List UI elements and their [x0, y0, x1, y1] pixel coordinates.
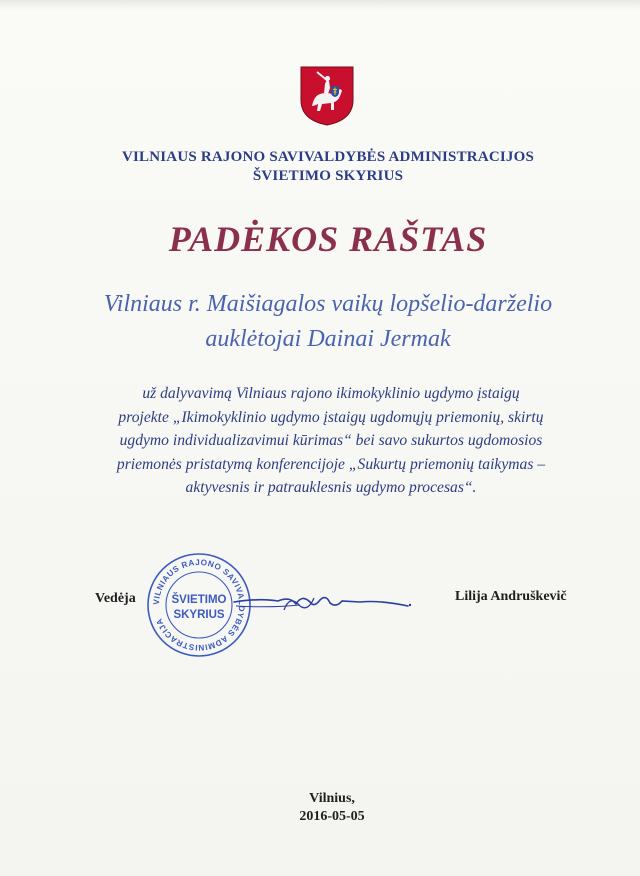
- handwritten-signature: [230, 588, 420, 618]
- organization-line-2: ŠVIETIMO SKYRIUS: [252, 168, 404, 184]
- stamp-ring-text: VILNIAUS RAJONO SAVIVALDYBĖS ADMINISTRACIJA: [151, 557, 247, 653]
- body-line: aktyvesnis ir patrauklesnis ugdymo procesas“.: [185, 479, 477, 496]
- organization-line-1: VILNIAUS RAJONO SAVIVALDYBĖS ADMINISTRACIJOS: [121, 149, 535, 165]
- issuing-organization: [0, 148, 640, 186]
- signer-role: Vedėja: [95, 591, 136, 606]
- body-line: priemonės pristatymą konferencijoje „Sukurtų priemonių taikymas –: [116, 455, 546, 473]
- recipient-line-1: Vilniaus r. Maišiagalos vaikų lopšelio-darželio: [103, 291, 553, 317]
- paper-edge: [0, 0, 640, 10]
- place-and-date: [0, 790, 640, 826]
- signer-name: Lilija Andruškevič: [455, 589, 567, 604]
- issue-place: Vilnius,: [309, 791, 355, 806]
- certificate-body: [76, 382, 586, 500]
- certificate-title: PADĖKOS RAŠTAS: [168, 219, 488, 259]
- recipient-line-2: auklėtojai Dainai Jermak: [205, 326, 451, 352]
- body-line: už dalyvavimą Vilniaus rajono ikimokyklinio ugdymo įstaigų: [142, 385, 520, 402]
- recipient: [0, 287, 640, 357]
- body-line: ugdymo individualizavimui kūrimas“ bei savo sukurtos ugdomosios: [119, 432, 543, 449]
- coat-of-arms-icon: [300, 66, 354, 126]
- stamp-center-line-1: ŠVIETIMO: [171, 594, 227, 606]
- body-line: projekte „Ikimokyklinio ugdymo įstaigų ugdomųjų priemonių, skirtų: [118, 408, 544, 426]
- stamp-center-line-2: SKYRIUS: [173, 609, 225, 621]
- issue-date: 2016-05-05: [299, 809, 365, 824]
